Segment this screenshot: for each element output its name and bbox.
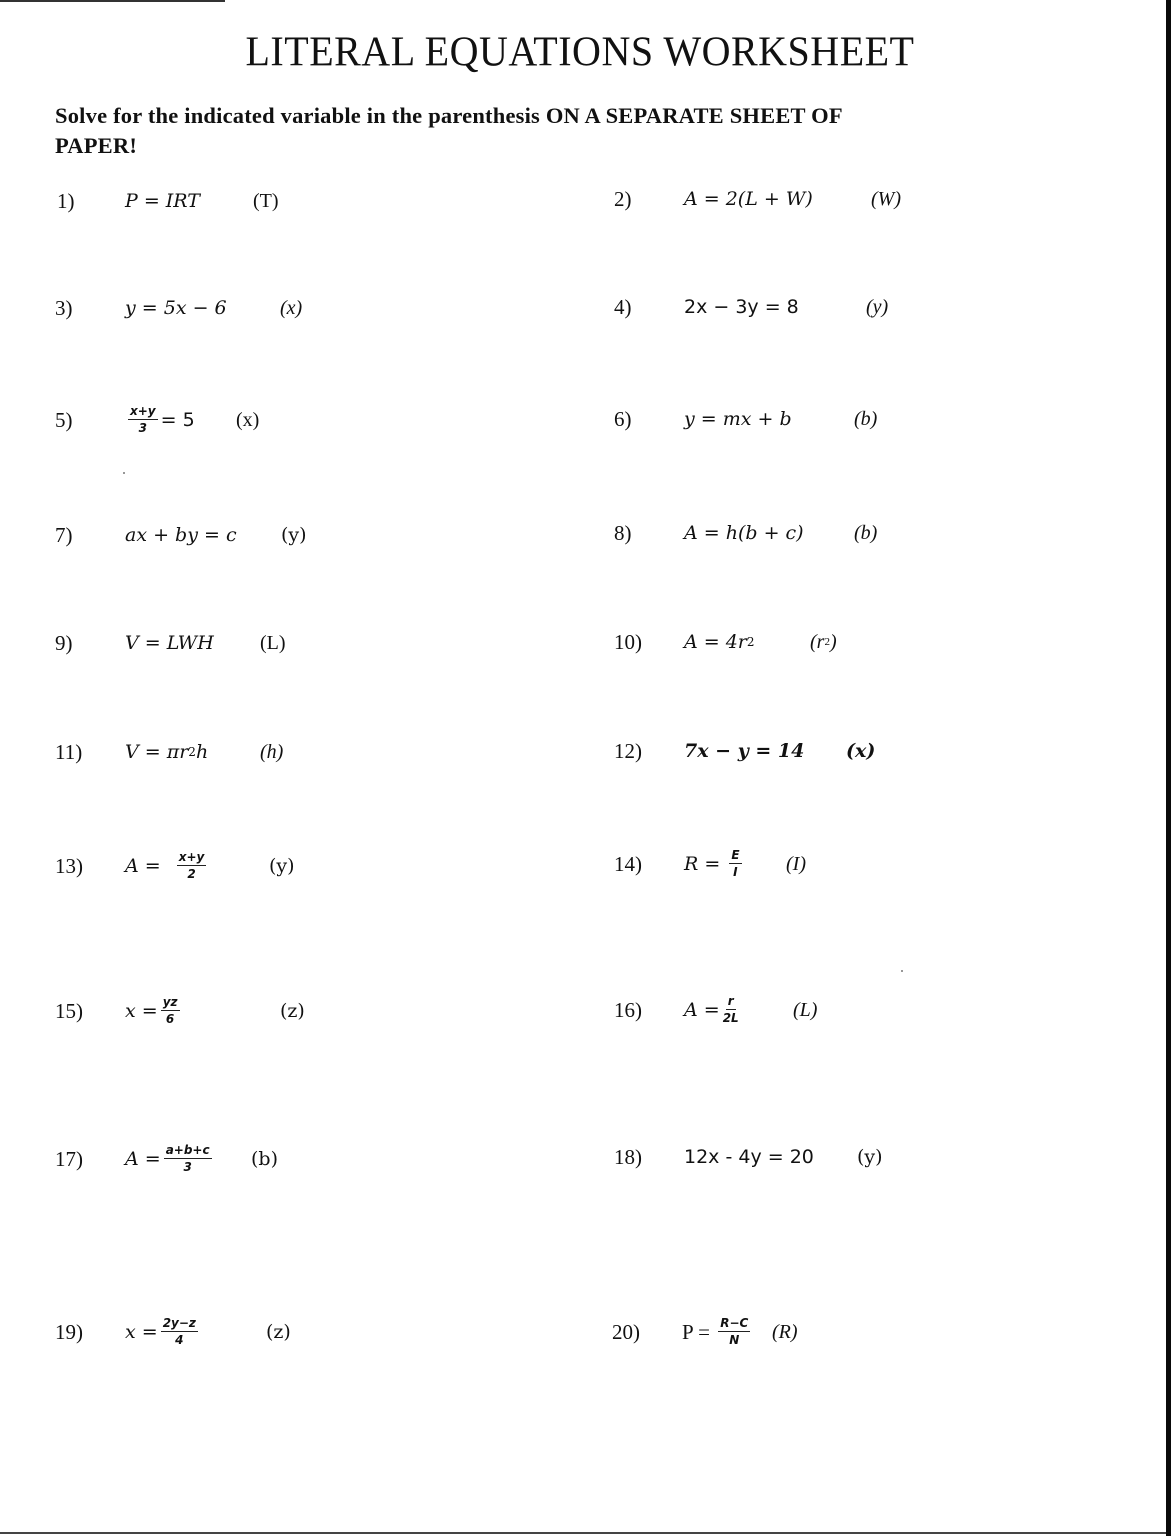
numerator: x+y	[178, 850, 205, 864]
solve-for-variable: (y)	[866, 295, 889, 318]
instructions-line2: PAPER!	[55, 133, 138, 158]
fraction	[161, 995, 180, 1027]
equation-rhs: = 5	[160, 409, 195, 431]
scan-edge-right	[1166, 0, 1171, 1536]
solve-for-variable	[281, 524, 307, 546]
problem-number: 4)	[614, 294, 632, 319]
fraction	[177, 850, 207, 882]
solve-for-variable: (T)	[253, 189, 279, 212]
problem-number: 15)	[55, 998, 83, 1023]
solve-for-exponent: 2	[824, 636, 830, 648]
equation: V = LWH	[125, 632, 214, 654]
equation-tail: h	[195, 741, 209, 763]
equation: A = h(b + c)	[684, 522, 804, 544]
scan-edge-bottom	[0, 1532, 1166, 1534]
scan-speck	[123, 472, 125, 474]
solve-for-variable	[810, 631, 837, 654]
solve-for-variable: (L)	[793, 998, 818, 1021]
problem-number: 9)	[55, 630, 73, 655]
equation	[125, 1316, 201, 1348]
equation: y = mx + b	[684, 408, 792, 430]
problem-number: 8)	[614, 520, 632, 545]
numerator: R−C	[720, 1316, 749, 1330]
equation: 7x − y = 14	[684, 740, 805, 762]
solve-for-variable: (x)	[280, 296, 303, 319]
solve-for-variable: (z)	[280, 1000, 305, 1022]
equation	[684, 994, 742, 1026]
solve-for-variable: (y)	[857, 1146, 883, 1168]
instructions	[55, 101, 1055, 161]
solve-for-variable: (b)	[854, 407, 878, 430]
numerator: 2y−z	[162, 1316, 196, 1330]
denominator: 2	[187, 867, 196, 881]
equation: y = 5x − 6	[125, 297, 227, 319]
equation-lhs: x =	[125, 1321, 158, 1343]
solve-for-variable: (h)	[260, 740, 284, 763]
solve-for-variable: (x)	[846, 740, 876, 762]
equation	[125, 1143, 215, 1175]
equation	[125, 995, 183, 1027]
solve-for-variable: (z)	[266, 1321, 291, 1343]
numerator: a+b+c	[165, 1143, 210, 1157]
denominator: 6	[165, 1012, 175, 1026]
solve-for-variable: (L)	[260, 631, 286, 654]
solve-for-variable: (x)	[236, 408, 260, 431]
denominator: I	[733, 865, 738, 879]
problem-number: 7)	[55, 522, 73, 547]
denominator: 3	[138, 421, 147, 435]
equation-lhs: A =	[125, 855, 167, 877]
solve-for-base: (r	[810, 630, 825, 653]
exponent: 2	[746, 635, 755, 649]
equation-lhs: P =	[682, 1319, 716, 1344]
scan-speck	[901, 970, 903, 972]
equation: ax + by = c	[125, 524, 237, 546]
numerator: E	[731, 848, 740, 862]
solve-for-variable: (y)	[269, 855, 295, 877]
equation	[125, 741, 208, 763]
equation: A = 2(L + W)	[684, 188, 813, 210]
equation: 12x - 4y = 20	[684, 1146, 814, 1168]
problem-number: 18)	[614, 1144, 642, 1169]
denominator: 3	[183, 1160, 192, 1174]
problem-number: 10)	[614, 629, 642, 654]
solve-for-text: (y)	[281, 524, 307, 546]
equation: P = IRT	[125, 190, 200, 212]
problem-number: 12)	[614, 738, 642, 763]
denominator: N	[729, 1333, 740, 1347]
instructions-emphasis: ON A SEPARATE SHEET OF	[545, 103, 843, 128]
numerator: r	[727, 994, 734, 1008]
fraction	[729, 848, 741, 880]
solve-for-variable: (I)	[786, 852, 806, 875]
equation-lhs: x =	[125, 1000, 158, 1022]
instructions-text: Solve for the indicated variable in the parenthesis	[55, 103, 546, 128]
fraction	[161, 1316, 198, 1348]
equation	[125, 850, 209, 882]
fraction	[164, 1143, 212, 1175]
scan-edge-top	[0, 0, 225, 2]
problem-number: 14)	[614, 851, 642, 876]
problem-number: 2)	[614, 186, 632, 211]
exponent: 2	[188, 745, 196, 759]
denominator: 2L	[722, 1011, 739, 1025]
numerator: yz	[162, 995, 178, 1009]
fraction	[723, 994, 739, 1026]
equation-lhs: A =	[684, 999, 720, 1021]
equation	[684, 631, 755, 653]
solve-for-close: )	[829, 630, 837, 653]
equation	[684, 848, 745, 880]
problem-number: 11)	[55, 739, 83, 764]
problem-number: 17)	[55, 1146, 83, 1171]
solve-for-variable: (W)	[871, 187, 901, 210]
solve-for-variable: (b)	[854, 521, 878, 544]
problem-number: 3)	[55, 295, 73, 320]
equation-lhs: R =	[684, 853, 727, 875]
denominator: 4	[175, 1333, 184, 1347]
equation-base: A = 4r	[684, 631, 747, 653]
equation-base: V = πr	[125, 741, 189, 763]
problem-number: 1)	[57, 188, 75, 213]
problem-number: 16)	[614, 997, 642, 1022]
problem-number: 19)	[55, 1319, 83, 1344]
equation: 2x − 3y = 8	[684, 296, 799, 318]
problem-number: 6)	[614, 406, 632, 431]
numerator: x+y	[130, 404, 156, 418]
problem-number: 5)	[55, 407, 73, 432]
equation-lhs: A =	[125, 1148, 161, 1170]
solve-for-variable: (b)	[251, 1148, 278, 1170]
equation	[682, 1316, 753, 1348]
fraction	[128, 404, 158, 436]
solve-for-variable: (R)	[772, 1320, 798, 1343]
equation	[125, 404, 195, 436]
problem-number: 20)	[612, 1319, 640, 1344]
worksheet-title: LITERAL EQUATIONS WORKSHEET	[245, 27, 915, 76]
fraction	[718, 1316, 750, 1348]
problem-number: 13)	[55, 853, 83, 878]
